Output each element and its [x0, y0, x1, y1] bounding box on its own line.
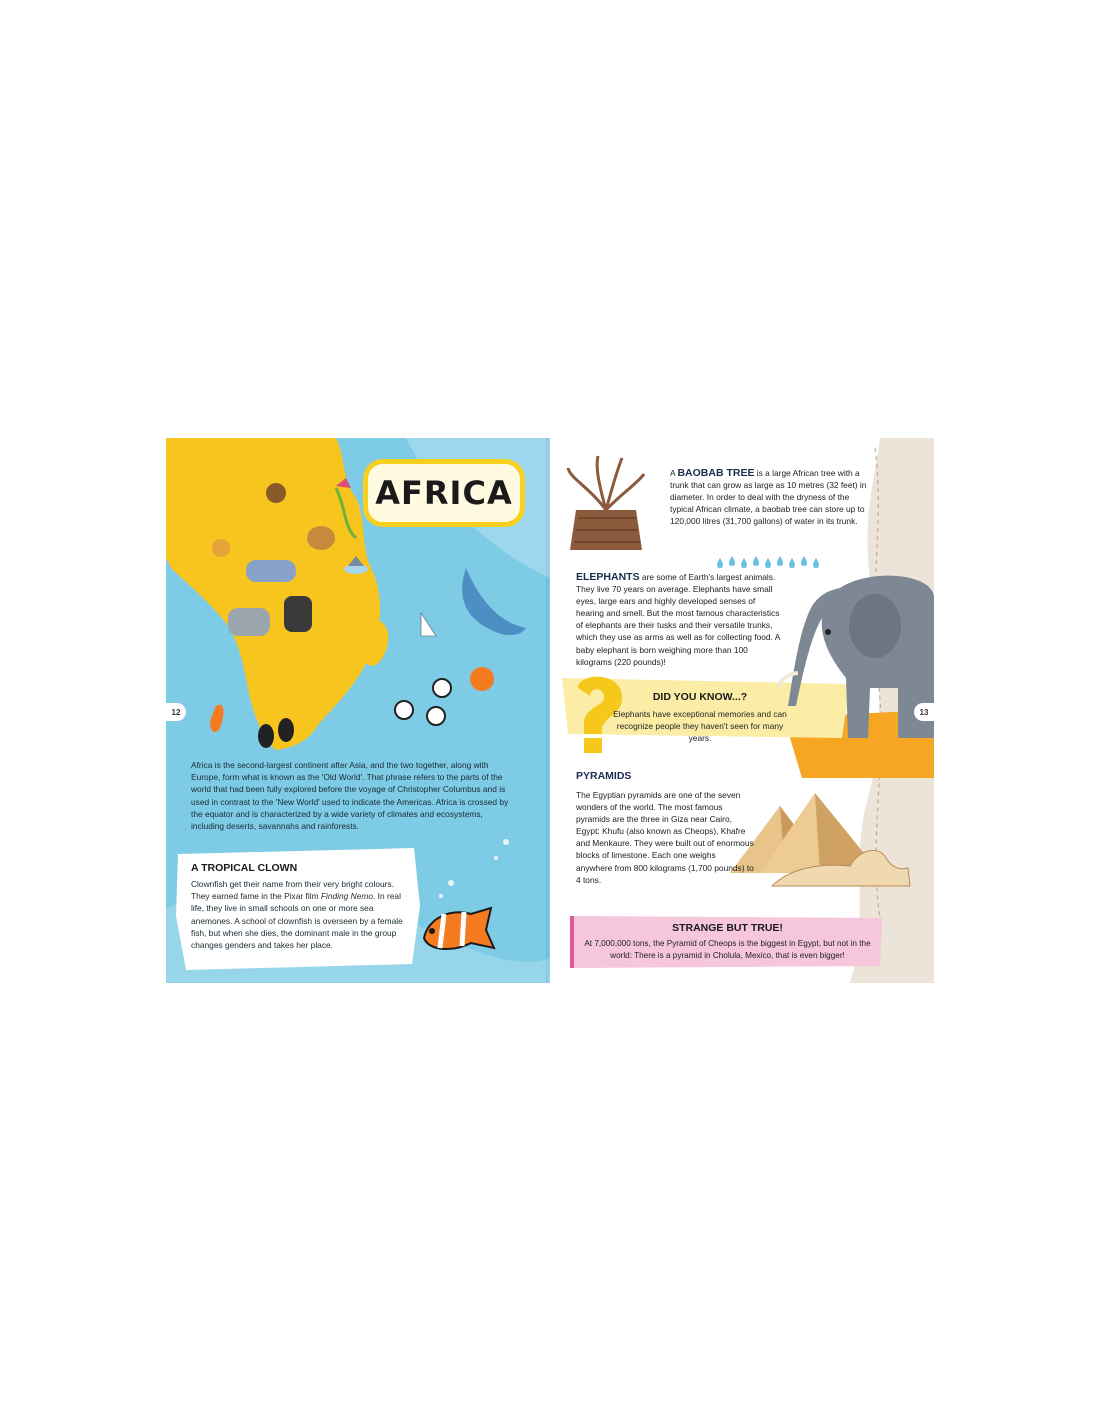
pyramids-heading: PYRAMIDS	[576, 770, 632, 782]
did-you-know-heading: DID YOU KNOW...?	[652, 691, 748, 703]
clownfish-heading: A TROPICAL CLOWN	[191, 862, 298, 874]
left-page	[166, 438, 550, 983]
title-box	[363, 459, 525, 527]
book-spread	[166, 438, 934, 983]
elephants-text: ELEPHANTS are some of Earth's largest animals. They live 70 years on average. Elephants have small eyes, large ears and highly developed senses of hearing and smell. But the most famous characteristics of elephants are their tusks and their versatile trunks, which they use as arms as well as for collecting food. A baby elephant is born weighing more than 100 kilograms (220 pounds)!	[576, 571, 780, 667]
strange-but-true-heading: STRANGE BUT TRUE!	[672, 922, 783, 934]
africa-intro-text: Africa is the second-largest continent after Asia, and the two together, along with Europe, form what is known as the 'Old World'. That phrase refers to the parts of the world that had been fully explored before the voyage of Christopher Columbus and is used in contrast to the 'New World' used to indicate the Americas. Africa is crossed by the equator and is characterized by a wide variety of climates and ecosystems, including deserts, savannahs and rainforests.	[191, 760, 509, 832]
page-number-left: 12	[166, 703, 186, 721]
did-you-know-text: Elephants have exceptional memories and can recognize people they haven't seen for many years.	[613, 709, 787, 744]
baobab-heading: BAOBAB TREE	[677, 467, 755, 479]
pyramids-text: The Egyptian pyramids are one of the seven wonders of the world. The most famous pyramids are the three in Giza near Cairo, Egypt: Khufu (also known as Cheops), Khafre and Menkaure. They were built out of enormous blocks of limestone. Each one weighs anywhere from 800 kilograms (1,700 pounds) to 4 tons.	[576, 790, 754, 885]
clownfish-text: Clownfish get their name from their very bright colours. They earned fame in the Pixar film Finding Nemo. In real life, they live in small schools on one or more sea anemones. A school of clownfish is overseen by a female fish, but when she dies, the dominant male in the group changes genders and takes her place.	[191, 879, 403, 951]
right-page	[550, 438, 934, 983]
page-number-right: 13	[914, 703, 934, 721]
strange-but-true-text: At 7,000,000 tons, the Pyramid of Cheops is the biggest in Egypt, but not in the world: There is a pyramid in Cholula, Mexico, that is even bigger!	[584, 939, 871, 960]
elephants-heading: ELEPHANTS	[576, 571, 640, 583]
page-title: AFRICA	[375, 474, 513, 512]
baobab-text: A BAOBAB TREE is a large African tree with a trunk that can grow as large as 10 metres (32 feet) in diameter. In order to deal with the dryness of the typical African climate, a baobab tree can store up to 120,000 litres (31,700 gallons) of water in its trunk.	[670, 467, 867, 527]
